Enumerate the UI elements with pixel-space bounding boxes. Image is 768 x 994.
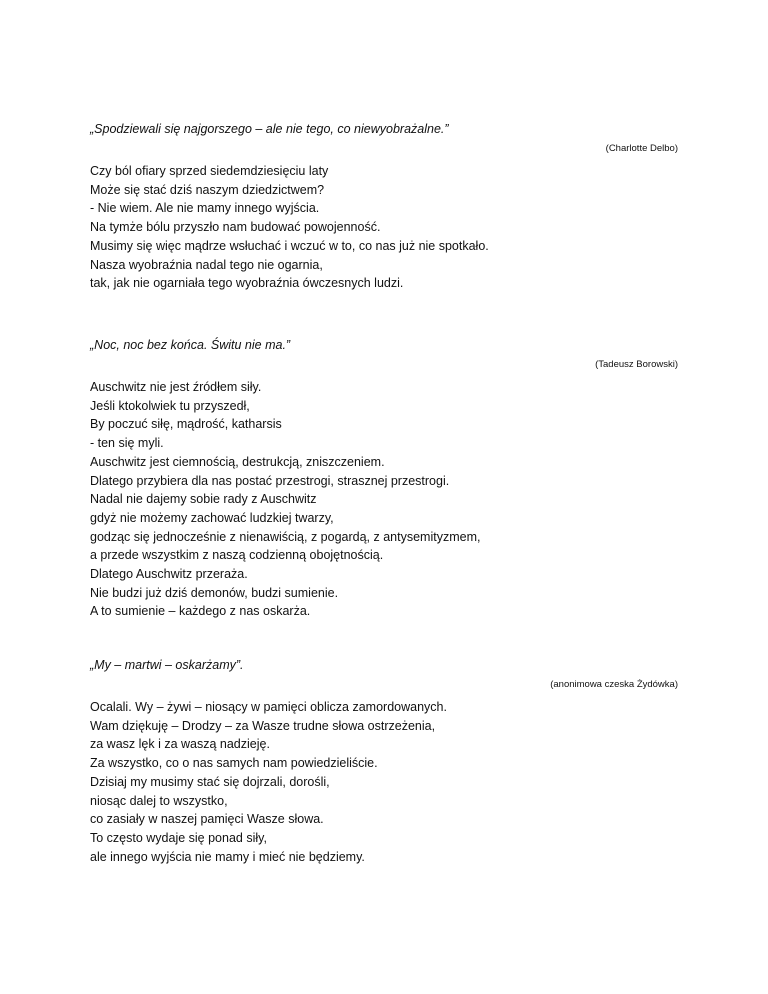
poem-line: za wasz lęk i za waszą nadzieję. [90, 737, 270, 752]
poem-line: Za wszystko, co o nas samych nam powiedzieliście. [90, 756, 378, 771]
poem-line: Dlatego Auschwitz przeraża. [90, 567, 248, 582]
poem-line: co zasiały w naszej pamięci Wasze słowa. [90, 812, 324, 827]
epigraph-quote: „My – martwi – oskarżamy”. [90, 658, 244, 672]
poem-line: - ten się myli. [90, 436, 164, 451]
poem-line: Musimy się więc mądrze wsłuchać i wczuć w to, co nas już nie spotkało. [90, 238, 489, 253]
poem-line: Auschwitz nie jest źródłem siły. [90, 380, 262, 394]
poem-line: a przede wszystkim z naszą codzienną obojętnością. [90, 548, 384, 563]
epigraph-attribution: (anonimowa czeska Żydówka) [550, 679, 678, 690]
poem-line: - Nie wiem. Ale nie mamy innego wyjścia. [90, 201, 320, 216]
poem-line: To często wydaje się ponad siły, [90, 830, 267, 845]
poem-line: Auschwitz jest ciemnością, destrukcją, zniszczeniem. [90, 454, 385, 469]
poem-stanza [90, 698, 678, 866]
poem-line: Ocalali. Wy – żywi – niosący w pamięci oblicza zamordowanych. [90, 700, 447, 714]
epigraph-attribution: (Charlotte Delbo) [605, 143, 678, 154]
poem-line: A to sumienie – każdego z nas oskarża. [90, 604, 311, 619]
poem-line: Nadal nie dajemy sobie rady z Auschwitz [90, 492, 317, 507]
poem-line: tak, jak nie ogarniała tego wyobraźnia ówczesnych ludzi. [90, 276, 404, 291]
poem-line: Nasza wyobraźnia nadal tego nie ogarnia, [90, 257, 323, 272]
poem-stanza [90, 162, 678, 293]
epigraph-attribution: (Tadeusz Borowski) [595, 359, 678, 370]
poem-section-3 [90, 657, 678, 866]
poem-line: Czy ból ofiary sprzed siedemdziesięciu laty [90, 164, 329, 178]
poem-line: Dzisiaj my musimy stać się dojrzali, dorośli, [90, 774, 330, 789]
poem-line: gdyż nie możemy zachować ludzkiej twarzy, [90, 510, 334, 525]
poem-line: Na tymże bólu przyszło nam budować powojenność. [90, 220, 381, 235]
poem-section-1 [90, 121, 678, 293]
epigraph-quote: „Spodziewali się najgorszego – ale nie tego, co niewyobrażalne.” [90, 122, 449, 136]
poem-line: ale innego wyjścia nie mamy i mieć nie będziemy. [90, 849, 365, 864]
poem-line: By poczuć siłę, mądrość, katharsis [90, 417, 282, 432]
poem-line: Dlatego przybiera dla nas postać przestrogi, strasznej przestrogi. [90, 473, 450, 488]
poem-stanza [90, 378, 678, 621]
poem-line: Wam dziękuję – Drodzy – za Wasze trudne słowa ostrzeżenia, [90, 718, 436, 733]
poem-line: Nie budzi już dziś demonów, budzi sumienie. [90, 585, 339, 600]
poem-line: godząc się jednocześnie z nienawiścią, z pogardą, z antysemityzmem, [90, 529, 481, 544]
poem-line: Jeśli ktokolwiek tu przyszedł, [90, 398, 250, 413]
poem-line: Może się stać dziś naszym dziedzictwem? [90, 182, 325, 197]
poem-section-2 [90, 337, 678, 621]
epigraph-quote: „Noc, noc bez końca. Świtu nie ma.” [90, 338, 291, 352]
poem-line: niosąc dalej to wszystko, [90, 793, 228, 808]
